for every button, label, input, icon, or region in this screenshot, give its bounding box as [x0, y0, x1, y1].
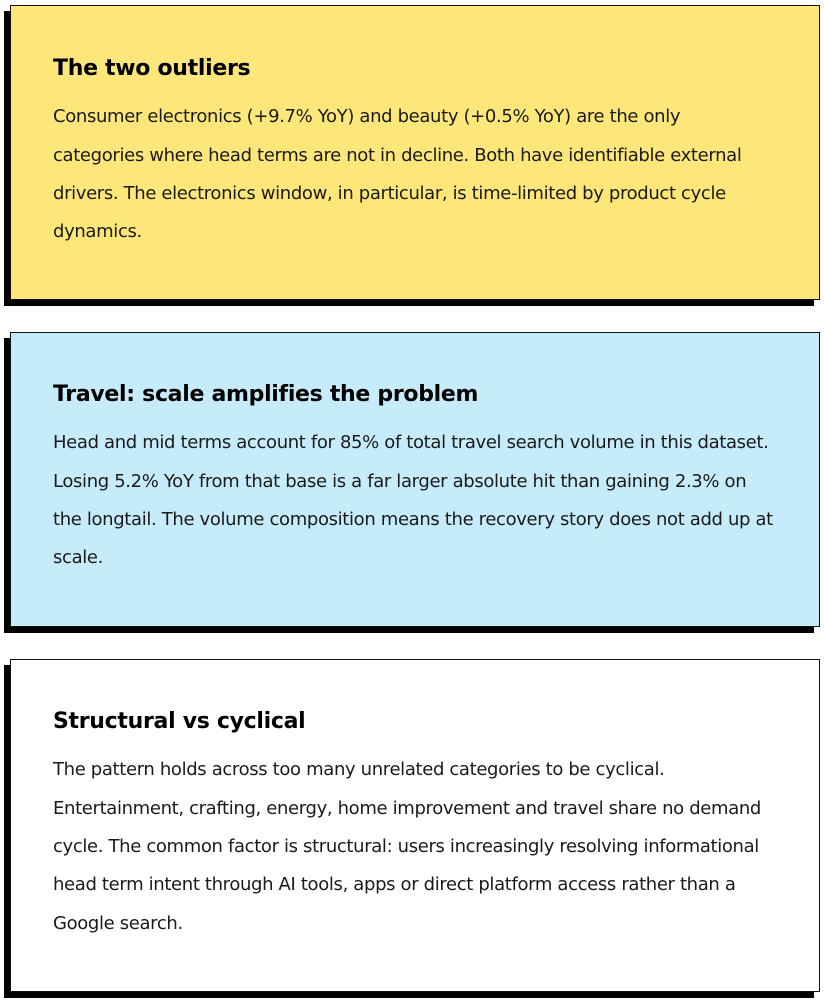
- card-body: Consumer electronics (+9.7% YoY) and beauty (+0.5% YoY) are the only categories where head terms are not in decline. Both have identifiable external drivers. The electronics window, in particular, is time-limited by product cycle dynamics.: [53, 106, 742, 243]
- card-title: The two outliers: [53, 56, 251, 81]
- card-body: Head and mid terms account for 85% of total travel search volume in this dataset. Losing 5.2% YoY from that base is a far larger absolute hit than gaining 2.3% on the longtail. The volume composition means the recovery story does not add up at scale.: [53, 432, 773, 569]
- card-title: Travel: scale amplifies the problem: [53, 382, 479, 407]
- insight-card-travel: [10, 332, 820, 627]
- insight-card-outliers: [10, 5, 820, 300]
- insight-card-structural: [10, 659, 820, 992]
- card-title: Structural vs cyclical: [53, 709, 306, 734]
- card-body: The pattern holds across too many unrelated categories to be cyclical. Entertainment, crafting, energy, home improvement and travel share no demand cycle. The common factor is structural: users increasingly resolving informational head term intent through AI tools, apps or direct platform access rather than a Google search.: [53, 759, 762, 934]
